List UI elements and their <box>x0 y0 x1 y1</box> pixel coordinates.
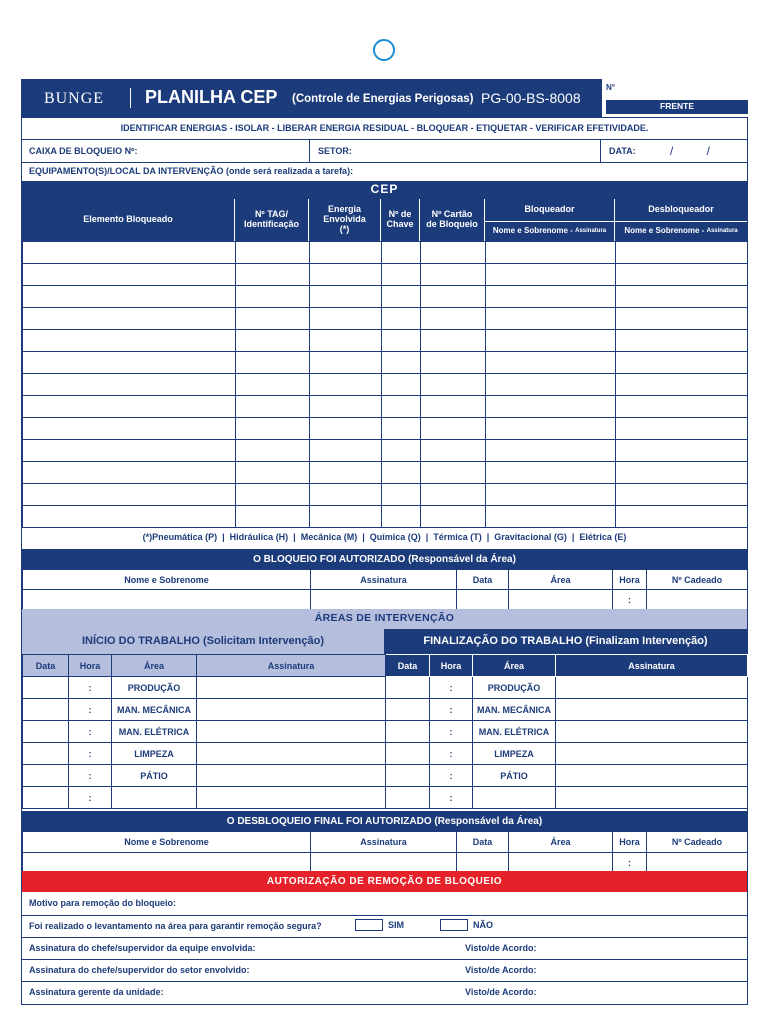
inicio-area-cell[interactable]: PÁTIO <box>112 765 197 787</box>
final-assinatura-cell[interactable] <box>556 765 748 787</box>
desbloqueio-table[interactable] <box>22 831 748 873</box>
nao-checkbox[interactable] <box>440 919 468 931</box>
desb-assinatura-cell[interactable] <box>311 853 457 873</box>
col-desbloqueador: Desbloqueador <box>648 204 714 215</box>
cep-cell[interactable] <box>421 308 486 330</box>
inicio-data-cell[interactable] <box>23 721 69 743</box>
cep-cell[interactable] <box>616 264 748 286</box>
final-col-assinatura: Assinatura <box>556 655 748 677</box>
inicio-data-cell[interactable] <box>23 677 69 699</box>
cep-cell[interactable] <box>23 264 236 286</box>
cep-cell[interactable] <box>421 352 486 374</box>
cep-cell[interactable] <box>486 462 616 484</box>
desb-cadeado-cell[interactable] <box>647 853 748 873</box>
cep-cell[interactable] <box>382 396 421 418</box>
inicio-assinatura-cell[interactable] <box>197 765 386 787</box>
cep-cell[interactable] <box>23 242 236 264</box>
area-row[interactable] <box>23 787 748 809</box>
cep-cell[interactable] <box>23 506 236 528</box>
final-hora-cell[interactable]: : <box>430 677 473 699</box>
motivo-label: Motivo para remoção do bloqueio: <box>29 898 177 909</box>
cep-cell[interactable] <box>23 374 236 396</box>
cep-cell[interactable] <box>236 462 310 484</box>
auth-cadeado: Nº Cadeado <box>647 570 748 590</box>
area-row[interactable] <box>23 699 748 721</box>
auth-area: Área <box>509 570 613 590</box>
cep-cell[interactable] <box>310 330 382 352</box>
caixa-label: CAIXA DE BLOQUEIO Nº: <box>29 146 138 157</box>
inicio-assinatura-cell[interactable] <box>197 787 386 809</box>
desb-hora: Hora <box>613 832 647 853</box>
inicio-data-cell[interactable] <box>23 699 69 721</box>
final-assinatura-cell[interactable] <box>556 721 748 743</box>
energy-legend: (*)Pneumática (P) | Hidráulica (H) | Mecânica (M) | Química (Q) | Térmica (T) | Gravitacional (G) | Elétrica (E) <box>142 532 627 543</box>
final-hora-cell[interactable]: : <box>430 787 473 809</box>
col-elemento: Elemento Bloqueado <box>83 214 173 225</box>
number-label: N° <box>606 82 615 92</box>
cep-cell[interactable] <box>486 330 616 352</box>
cep-cell[interactable] <box>236 286 310 308</box>
cep-cell[interactable] <box>616 396 748 418</box>
cep-row[interactable] <box>23 440 748 462</box>
desb-data: Data <box>457 832 509 853</box>
levantamento-label: Foi realizado o levantamento na área para garantir remoção segura? <box>29 920 322 931</box>
cep-cell[interactable] <box>236 440 310 462</box>
final-assinatura-cell[interactable] <box>556 787 748 809</box>
final-col-hora: Hora <box>430 655 473 677</box>
sim-label: SIM <box>388 920 405 931</box>
final-area-cell[interactable]: PÁTIO <box>473 765 556 787</box>
final-assinatura-cell[interactable] <box>556 699 748 721</box>
final-hora-cell[interactable]: : <box>430 699 473 721</box>
cep-cell[interactable] <box>236 506 310 528</box>
cep-cell[interactable] <box>310 308 382 330</box>
form-code: PG-00-BS-8008 <box>481 90 581 107</box>
side-label: FRENTE <box>606 100 748 114</box>
final-area-cell[interactable]: LIMPEZA <box>473 743 556 765</box>
cep-row[interactable] <box>23 484 748 506</box>
auth-cadeado-cell[interactable] <box>647 590 748 610</box>
cep-cell[interactable] <box>23 308 236 330</box>
inicio-data-cell[interactable] <box>23 743 69 765</box>
equipamento-label: EQUIPAMENTO(S)/LOCAL DA INTERVENÇÃO (onde será realizada a tarefa): <box>29 166 354 177</box>
cep-cell[interactable] <box>23 440 236 462</box>
areas-title: ÁREAS DE INTERVENÇÃO <box>22 609 747 629</box>
sub-desbloq: Nome e Sobrenome - Assinatura <box>624 226 738 236</box>
cep-table[interactable] <box>22 241 748 528</box>
cep-row[interactable] <box>23 286 748 308</box>
cep-cell[interactable] <box>486 484 616 506</box>
inicio-col-area: Área <box>112 655 197 677</box>
cep-cell[interactable] <box>382 330 421 352</box>
final-hora-cell[interactable]: : <box>430 743 473 765</box>
cep-row[interactable] <box>23 242 748 264</box>
cep-cell[interactable] <box>23 286 236 308</box>
binder-hole-icon <box>373 39 395 61</box>
auth-hora: Hora <box>613 570 647 590</box>
final-assinatura-cell[interactable] <box>556 743 748 765</box>
cep-cell[interactable] <box>382 418 421 440</box>
cep-cell[interactable] <box>421 242 486 264</box>
cep-cell[interactable] <box>486 352 616 374</box>
cep-cell[interactable] <box>236 242 310 264</box>
cep-cell[interactable] <box>382 506 421 528</box>
cep-cell[interactable] <box>421 396 486 418</box>
desb-area-cell[interactable] <box>509 853 613 873</box>
final-assinatura-cell[interactable] <box>556 677 748 699</box>
cep-cell[interactable] <box>616 440 748 462</box>
final-area-cell[interactable]: MAN. ELÉTRICA <box>473 721 556 743</box>
cep-row[interactable] <box>23 396 748 418</box>
cep-row[interactable] <box>23 330 748 352</box>
cep-cell[interactable] <box>616 286 748 308</box>
cep-row[interactable] <box>23 352 748 374</box>
auth-data: Data <box>457 570 509 590</box>
area-row[interactable] <box>23 743 748 765</box>
cep-cell[interactable] <box>382 308 421 330</box>
cep-cell[interactable] <box>421 440 486 462</box>
cep-cell[interactable] <box>421 330 486 352</box>
inicio-area-cell[interactable]: MAN. MECÂNICA <box>112 699 197 721</box>
inicio-hora-cell[interactable]: : <box>69 699 112 721</box>
final-area-cell[interactable]: MAN. MECÂNICA <box>473 699 556 721</box>
inicio-area-cell[interactable] <box>112 787 197 809</box>
auth-table[interactable] <box>22 569 748 610</box>
cep-cell[interactable] <box>486 396 616 418</box>
auth-assinatura-cell[interactable] <box>311 590 457 610</box>
cep-row[interactable] <box>23 374 748 396</box>
cep-cell[interactable] <box>486 264 616 286</box>
final-data-cell[interactable] <box>386 699 430 721</box>
visto-1: Visto/de Acordo: <box>465 942 537 953</box>
cep-cell[interactable] <box>382 462 421 484</box>
cep-row[interactable] <box>23 308 748 330</box>
data-label: DATA: <box>609 146 636 157</box>
cep-cell[interactable] <box>236 418 310 440</box>
setor-label: SETOR: <box>318 146 352 157</box>
cep-cell[interactable] <box>486 418 616 440</box>
desb-nome-cell[interactable] <box>23 853 311 873</box>
cep-row[interactable] <box>23 418 748 440</box>
final-area-cell[interactable]: PRODUÇÃO <box>473 677 556 699</box>
final-col-data: Data <box>386 655 430 677</box>
cep-cell[interactable] <box>616 352 748 374</box>
col-energia: Energia Envolvida (*) <box>323 204 366 234</box>
cep-cell[interactable] <box>23 330 236 352</box>
inicio-col-data: Data <box>23 655 69 677</box>
inicio-data-cell[interactable] <box>23 787 69 809</box>
cep-cell[interactable] <box>616 374 748 396</box>
cep-cell[interactable] <box>382 242 421 264</box>
cep-cell[interactable] <box>616 330 748 352</box>
cep-cell[interactable] <box>310 440 382 462</box>
sim-checkbox[interactable] <box>355 919 383 931</box>
remocao-title: AUTORIZAÇÃO DE REMOÇÃO DE BLOQUEIO <box>22 871 747 892</box>
auth-assinatura: Assinatura <box>311 570 457 590</box>
cep-cell[interactable] <box>616 308 748 330</box>
cep-cell[interactable] <box>421 264 486 286</box>
final-hora-cell[interactable]: : <box>430 721 473 743</box>
final-data-cell[interactable] <box>386 743 430 765</box>
inicio-hora-cell[interactable]: : <box>69 677 112 699</box>
inicio-hora-cell[interactable]: : <box>69 721 112 743</box>
auth-nome: Nome e Sobrenome <box>23 570 311 590</box>
cep-cell[interactable] <box>310 374 382 396</box>
cep-cell[interactable] <box>23 396 236 418</box>
cep-cell[interactable] <box>310 396 382 418</box>
cep-cell[interactable] <box>310 484 382 506</box>
auth-data-cell[interactable] <box>457 590 509 610</box>
inicio-area-cell[interactable]: PRODUÇÃO <box>112 677 197 699</box>
visto-2: Visto/de Acordo: <box>465 964 537 975</box>
cep-cell[interactable] <box>382 264 421 286</box>
inicio-data-cell[interactable] <box>23 765 69 787</box>
cep-cell[interactable] <box>310 506 382 528</box>
final-title: FINALIZAÇÃO DO TRABALHO (Finalizam Intervenção) <box>384 629 747 654</box>
cep-cell[interactable] <box>486 506 616 528</box>
inicio-assinatura-cell[interactable] <box>197 743 386 765</box>
cep-cell[interactable] <box>486 242 616 264</box>
date-slashes[interactable]: / / <box>669 144 710 159</box>
cep-cell[interactable] <box>421 286 486 308</box>
col-tag: Nº TAG/ Identificação <box>243 209 299 229</box>
auth-hora-cell[interactable]: : <box>613 590 647 610</box>
cep-row[interactable] <box>23 264 748 286</box>
cep-cell[interactable] <box>236 374 310 396</box>
cep-title: CEP <box>22 181 747 199</box>
auth-area-cell[interactable] <box>509 590 613 610</box>
inicio-area-cell[interactable]: MAN. ELÉTRICA <box>112 721 197 743</box>
final-area-cell[interactable] <box>473 787 556 809</box>
cep-cell[interactable] <box>310 352 382 374</box>
cep-cell[interactable] <box>23 484 236 506</box>
chefe-equipe-label: Assinatura do chefe/supervidor da equipe envolvida: <box>29 942 256 953</box>
final-data-cell[interactable] <box>386 787 430 809</box>
cep-cell[interactable] <box>486 308 616 330</box>
cep-cell[interactable] <box>486 440 616 462</box>
cep-cell[interactable] <box>236 484 310 506</box>
cep-cell[interactable] <box>236 308 310 330</box>
cep-row[interactable] <box>23 462 748 484</box>
gerente-label: Assinatura gerente da unidade: <box>29 987 164 998</box>
final-data-cell[interactable] <box>386 765 430 787</box>
cep-cell[interactable] <box>23 462 236 484</box>
cep-cell[interactable] <box>23 418 236 440</box>
cep-cell[interactable] <box>310 418 382 440</box>
col-cartao: Nº Cartão de Bloqueio <box>426 209 478 229</box>
inicio-col-hora: Hora <box>69 655 112 677</box>
cep-cell[interactable] <box>382 286 421 308</box>
cep-cell[interactable] <box>236 264 310 286</box>
final-data-cell[interactable] <box>386 721 430 743</box>
inicio-assinatura-cell[interactable] <box>197 677 386 699</box>
desb-hora-cell[interactable]: : <box>613 853 647 873</box>
cep-cell[interactable] <box>486 286 616 308</box>
inicio-assinatura-cell[interactable] <box>197 721 386 743</box>
final-col-area: Área <box>473 655 556 677</box>
areas-table[interactable] <box>22 654 748 809</box>
cep-cell[interactable] <box>236 352 310 374</box>
final-data-cell[interactable] <box>386 677 430 699</box>
page-subtitle: (Controle de Energias Perigosas) <box>292 92 474 105</box>
inicio-hora-cell[interactable]: : <box>69 765 112 787</box>
cep-cell[interactable] <box>382 374 421 396</box>
cep-cell[interactable] <box>421 506 486 528</box>
desb-area: Área <box>509 832 613 853</box>
desb-data-cell[interactable] <box>457 853 509 873</box>
cep-cell[interactable] <box>382 440 421 462</box>
cep-cell[interactable] <box>616 242 748 264</box>
inicio-col-assinatura: Assinatura <box>197 655 386 677</box>
sub-bloq: Nome e Sobrenome - Assinatura <box>492 226 607 236</box>
logo: BUNGE <box>43 90 105 108</box>
cep-cell[interactable] <box>382 484 421 506</box>
desbloqueio-title: O DESBLOQUEIO FINAL FOI AUTORIZADO (Responsável da Área) <box>22 811 747 831</box>
desb-cadeado: Nº Cadeado <box>647 832 748 853</box>
col-bloqueador: Bloqueador <box>524 204 575 215</box>
cep-cell[interactable] <box>236 396 310 418</box>
cep-cell[interactable] <box>23 352 236 374</box>
cep-cell[interactable] <box>310 286 382 308</box>
area-row[interactable] <box>23 677 748 699</box>
header-divider <box>130 88 131 108</box>
cep-cell[interactable] <box>616 462 748 484</box>
inicio-title: INÍCIO DO TRABALHO (Solicitam Intervenção) <box>22 629 384 654</box>
area-row[interactable] <box>23 765 748 787</box>
inicio-hora-cell[interactable]: : <box>69 743 112 765</box>
cep-cell[interactable] <box>382 352 421 374</box>
desb-nome: Nome e Sobrenome <box>23 832 311 853</box>
auth-nome-cell[interactable] <box>23 590 311 610</box>
cep-cell[interactable] <box>486 374 616 396</box>
cep-cell[interactable] <box>310 242 382 264</box>
desb-assinatura: Assinatura <box>311 832 457 853</box>
cep-cell[interactable] <box>616 484 748 506</box>
cep-cell[interactable] <box>421 462 486 484</box>
inicio-area-cell[interactable]: LIMPEZA <box>112 743 197 765</box>
area-row[interactable] <box>23 721 748 743</box>
chefe-setor-label: Assinatura do chefe/supervidor do setor envolvido: <box>29 964 250 975</box>
inicio-assinatura-cell[interactable] <box>197 699 386 721</box>
page-title: PLANILHA CEP <box>145 87 278 108</box>
cep-cell[interactable] <box>236 330 310 352</box>
inicio-hora-cell[interactable]: : <box>69 787 112 809</box>
steps-text: IDENTIFICAR ENERGIAS - ISOLAR - LIBERAR ENERGIA RESIDUAL - BLOQUEAR - ETIQUETAR - VERIFICAR EFETIVIDADE. <box>120 123 649 134</box>
cep-cell[interactable] <box>616 418 748 440</box>
cep-row[interactable] <box>23 506 748 528</box>
final-hora-cell[interactable]: : <box>430 765 473 787</box>
nao-label: NÃO <box>473 920 493 931</box>
cep-cell[interactable] <box>616 506 748 528</box>
auth-title: O BLOQUEIO FOI AUTORIZADO (Responsável da Área) <box>22 549 747 569</box>
visto-3: Visto/de Acordo: <box>465 987 537 998</box>
cep-cell[interactable] <box>421 374 486 396</box>
cep-cell[interactable] <box>421 418 486 440</box>
cep-cell[interactable] <box>310 462 382 484</box>
cep-cell[interactable] <box>310 264 382 286</box>
col-chave: Nº de Chave <box>386 209 414 229</box>
cep-cell[interactable] <box>421 484 486 506</box>
